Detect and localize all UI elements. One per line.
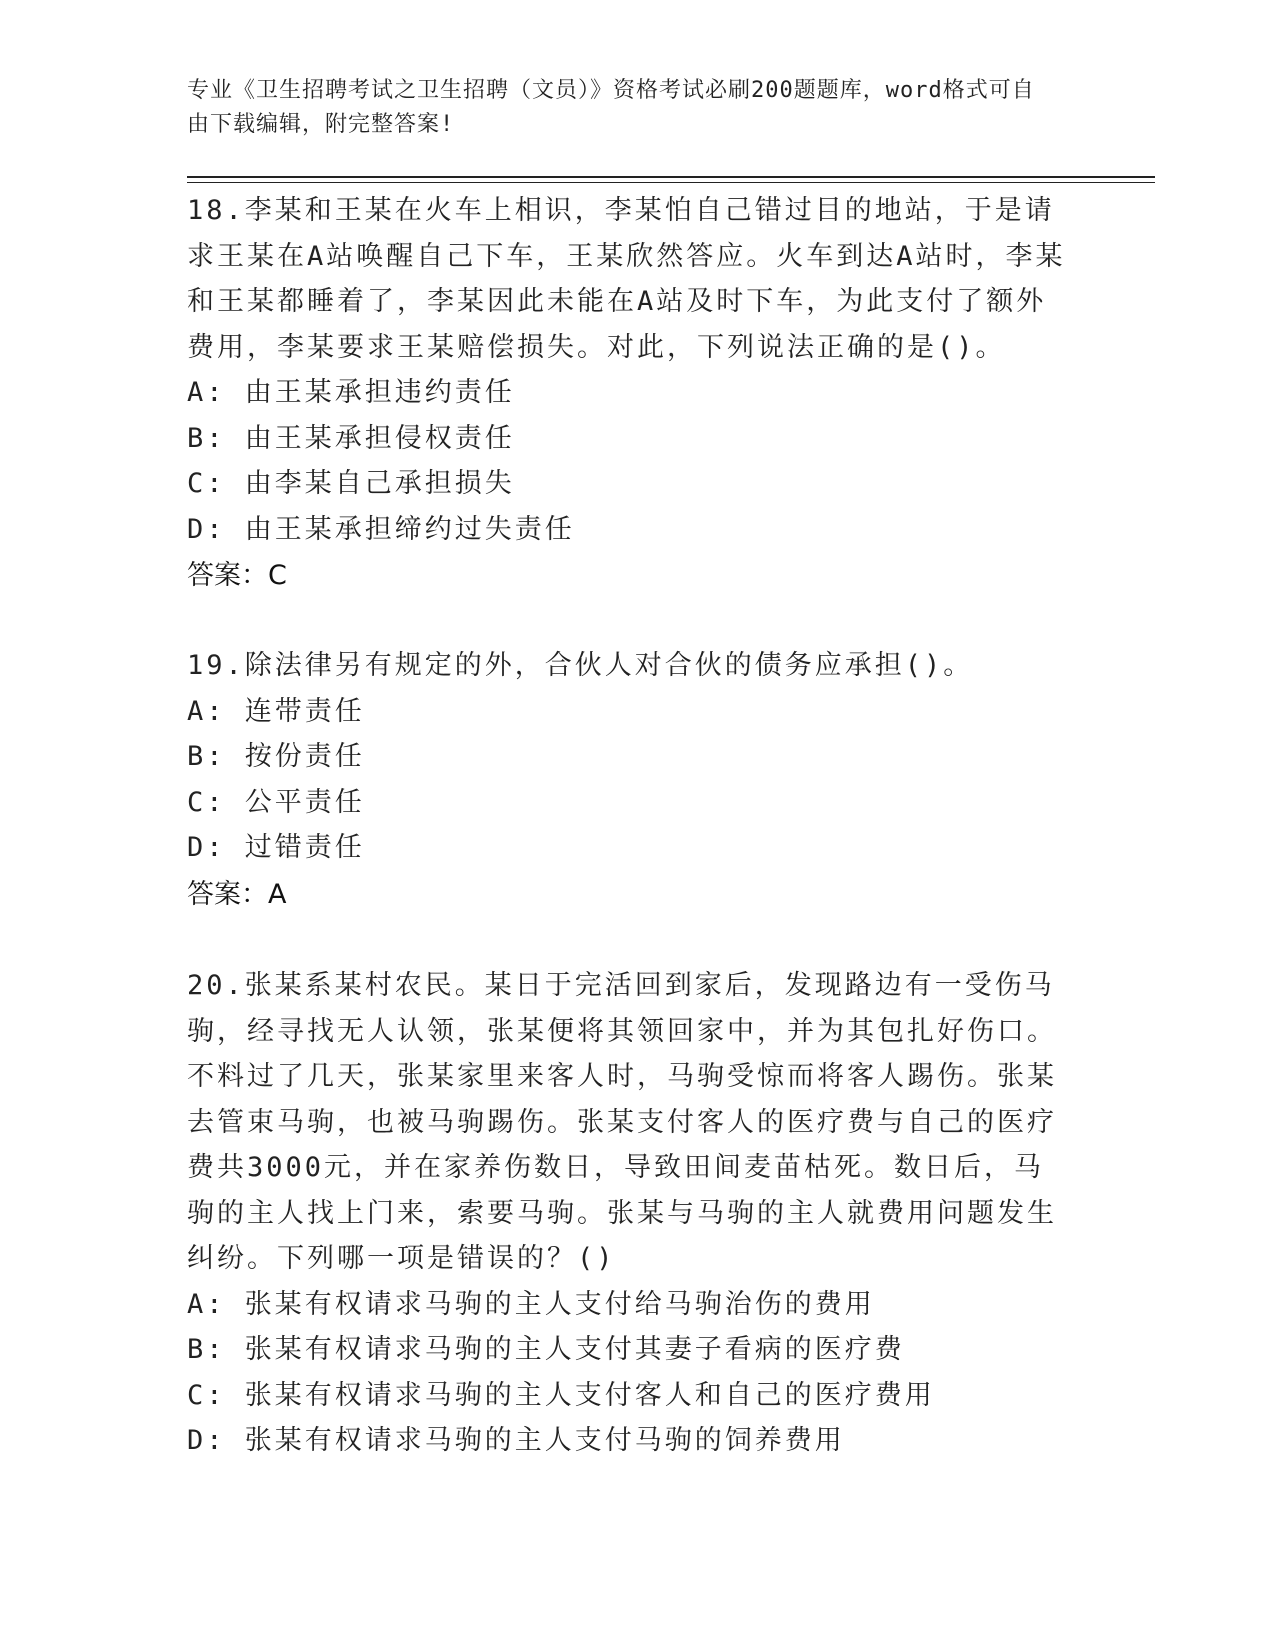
option-d: D: 张某有权请求马驹的主人支付马驹的饲养费用 [187,1425,845,1456]
option-c: C: 由李某自己承担损失 [187,468,515,499]
option-d: D: 过错责任 [187,832,365,863]
question-stem: 20.张某系某村农民。某日于完活回到家后，发现路边有一受伤马驹，经寻找无人认领，张某便将其领回家中，并为其包扎好伤口。不料过了几天，张某家里来客人时，马驹受惊而将客人踢伤。张某去管束马驹，也被马驹踢伤。张某支付客人的医疗费与自己的医疗费共3000元，并在家养伤数日，导致田间麦苗枯死。数日后，马驹的主人找上门来，索要马驹。张某与马驹的主人就费用问题发生纠纷。下列哪一项是错误的？() [187,970,1057,1274]
option-c: C: 张某有权请求马驹的主人支付客人和自己的医疗费用 [187,1379,935,1411]
option-b: B: 由王某承担侵权责任 [187,422,515,454]
option-a: A: 张某有权请求马驹的主人支付给马驹治伤的费用 [187,1288,875,1320]
option-a: A: 连带责任 [187,695,365,727]
option-c: C: 公平责任 [187,786,365,818]
question-stem: 19.除法律另有规定的外，合伙人对合伙的债务应承担()。 [187,650,974,681]
option-b: B: 按份责任 [187,741,365,772]
answer-label: 答案：C [187,560,287,591]
question-19 [187,643,1067,917]
question-stem: 18.李某和王某在火车上相识，李某怕自己错过目的地站，于是请求王某在A站唤醒自己下车，王某欣然答应。火车到达A站时，李某和王某都睡着了，李某因此未能在A站及时下车，为此支付了额外费用，李某要求王某赔偿损失。对此，下列说法正确的是()。 [187,195,1066,363]
question-18 [187,188,1067,599]
header-divider-thick [187,176,1155,178]
document-header: 专业《卫生招聘考试之卫生招聘（文员）》资格考试必刷200题题库，word格式可自由下载编辑，附完整答案! [187,78,1035,137]
answer-label: 答案：A [187,878,287,910]
option-d: D: 由王某承担缔约过失责任 [187,513,575,545]
header-divider-thin [187,182,1155,183]
option-b: B: 张某有权请求马驹的主人支付其妻子看病的医疗费 [187,1334,905,1365]
question-20 [187,963,1067,1464]
option-a: A: 由王某承担违约责任 [187,377,515,408]
